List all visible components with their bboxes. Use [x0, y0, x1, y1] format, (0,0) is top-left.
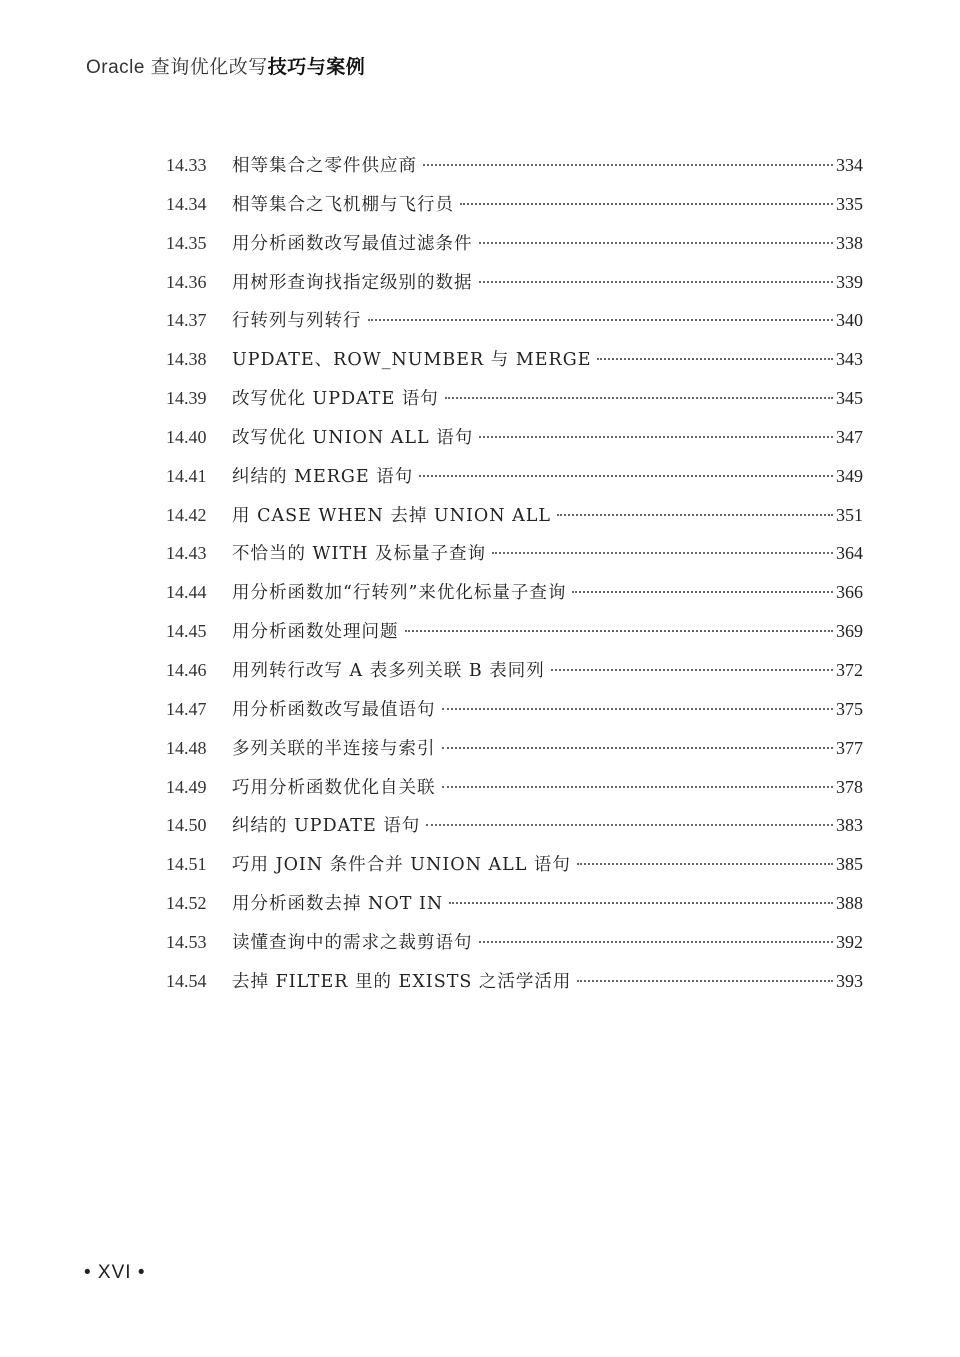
toc-entry-number: 14.52 — [166, 893, 207, 914]
toc-entry[interactable] — [166, 538, 863, 577]
toc-entry-title: 用列转行改写 A 表多列关联 B 表同列 — [232, 660, 545, 681]
toc-entry-title: 用分析函数去掉 NOT IN — [232, 894, 444, 915]
toc-dot-leader — [551, 669, 833, 671]
toc-entry-title: 相等集合之零件供应商 — [232, 156, 417, 176]
toc-entry-page: 372 — [836, 659, 863, 680]
toc-entry-page: 375 — [836, 698, 863, 719]
toc-entry-page: 347 — [836, 426, 863, 447]
toc-entry-title: 纠结的 MERGE 语句 — [232, 466, 414, 487]
toc-entry-number: 14.39 — [166, 388, 207, 409]
toc-dot-leader — [442, 747, 834, 749]
toc-dot-leader — [460, 203, 833, 205]
toc-dot-leader — [492, 552, 833, 554]
toc-entry-number: 14.54 — [166, 970, 207, 991]
toc-dot-leader — [445, 397, 833, 399]
toc-dot-leader — [442, 786, 834, 788]
toc-entry[interactable] — [166, 461, 863, 500]
toc-dot-leader — [479, 941, 834, 943]
toc-entry-title: 用树形查询找指定级别的数据 — [232, 272, 473, 293]
toc-entry-page: 349 — [836, 465, 863, 486]
toc-dot-leader — [577, 980, 833, 982]
toc-entry-page: 393 — [836, 970, 863, 991]
toc-entry-number: 14.53 — [166, 931, 207, 952]
toc-entry-number: 14.35 — [166, 232, 207, 253]
toc-entry-number: 14.49 — [166, 776, 207, 797]
toc-dot-leader — [572, 591, 833, 593]
toc-entry-page: 338 — [836, 232, 863, 253]
toc-entry[interactable] — [166, 577, 863, 616]
toc-dot-leader — [577, 863, 833, 865]
toc-entry[interactable] — [166, 305, 863, 344]
toc-dot-leader — [479, 436, 833, 438]
toc-entry-number: 14.48 — [166, 737, 207, 758]
toc-entry[interactable] — [166, 150, 863, 189]
toc-entry[interactable] — [166, 966, 863, 1005]
toc-entry[interactable] — [166, 267, 863, 306]
toc-entry-number: 14.50 — [166, 815, 207, 836]
toc-entry[interactable] — [166, 383, 863, 422]
toc-entry-page: 351 — [836, 504, 863, 525]
toc-entry[interactable] — [166, 694, 863, 733]
toc-entry-title: 用分析函数处理问题 — [232, 622, 399, 643]
toc-entry-title: 用分析函数加“行转列”来优化标量子查询 — [232, 583, 567, 604]
running-header-title: Oracle 查询优化改写 — [86, 57, 268, 78]
toc-entry-title: 不恰当的 WITH 及标量子查询 — [232, 544, 486, 565]
toc-entry-title: 多列关联的半连接与索引 — [232, 738, 436, 759]
toc-entry-title: 改写优化 UNION ALL 语句 — [232, 427, 474, 448]
toc-entry-title: 巧用分析函数优化自关联 — [232, 777, 436, 798]
toc-entry-number: 14.47 — [166, 698, 207, 719]
toc-entry[interactable] — [166, 344, 863, 383]
toc-entry-page: 335 — [836, 193, 863, 214]
toc-entry-title: 读懂查询中的需求之裁剪语句 — [232, 932, 473, 953]
toc-dot-leader — [597, 358, 833, 360]
toc-entry-number: 14.45 — [166, 621, 207, 642]
toc-entry[interactable] — [166, 888, 863, 927]
toc-entry[interactable] — [166, 733, 863, 772]
toc-entry[interactable] — [166, 500, 863, 539]
toc-dot-leader — [557, 514, 833, 516]
toc-entry[interactable] — [166, 655, 863, 694]
toc-entry-number: 14.36 — [166, 271, 207, 292]
toc-entry-page: 383 — [836, 815, 863, 836]
toc-entry-number: 14.38 — [166, 349, 207, 370]
toc-entry-page: 364 — [836, 543, 863, 564]
toc-entry[interactable] — [166, 422, 863, 461]
toc-entry-title: 行转列与列转行 — [232, 311, 362, 332]
toc-entry-number: 14.41 — [166, 465, 207, 486]
toc-entry-page: 385 — [836, 854, 863, 875]
toc-entry-number: 14.46 — [166, 659, 207, 680]
toc-entry-number: 14.40 — [166, 426, 207, 447]
toc-entry-number: 14.37 — [166, 310, 207, 331]
toc-entry-page: 392 — [836, 931, 863, 952]
toc-entry-title: 用分析函数改写最值过滤条件 — [232, 233, 473, 254]
toc-entry-number: 14.44 — [166, 582, 207, 603]
running-header — [86, 52, 365, 79]
toc-entry[interactable] — [166, 189, 863, 228]
toc-entry-number: 14.51 — [166, 854, 207, 875]
toc-entry-page: 339 — [836, 271, 863, 292]
toc-entry-number: 14.43 — [166, 543, 207, 564]
toc-dot-leader — [419, 475, 833, 477]
toc-entry[interactable] — [166, 616, 863, 655]
page-number: • XVI • — [84, 1262, 146, 1283]
toc-entry[interactable] — [166, 772, 863, 811]
toc-dot-leader — [479, 242, 834, 244]
toc-entry-title: 纠结的 UPDATE 语句 — [232, 816, 421, 837]
toc-entry-number: 14.33 — [166, 155, 207, 175]
toc-dot-leader — [426, 824, 833, 826]
toc-entry-title: 巧用 JOIN 条件合并 UNION ALL 语句 — [232, 855, 571, 876]
toc-dot-leader — [368, 319, 834, 321]
toc-entry-page: 340 — [836, 310, 863, 331]
toc-dot-leader — [449, 902, 833, 904]
toc-entry-title: 用分析函数改写最值语句 — [232, 699, 436, 720]
toc-entry[interactable] — [166, 849, 863, 888]
toc-entry-number: 14.42 — [166, 504, 207, 525]
toc-entry[interactable] — [166, 810, 863, 849]
toc-entry-title: 用 CASE WHEN 去掉 UNION ALL — [232, 505, 551, 526]
toc-entry-title: 相等集合之飞机棚与飞行员 — [232, 194, 454, 215]
toc-dot-leader — [423, 164, 833, 166]
toc-entry-title: 去掉 FILTER 里的 EXISTS 之活学活用 — [232, 971, 572, 992]
toc-entry-page: 334 — [836, 155, 863, 175]
toc-entry-page: 343 — [836, 349, 863, 370]
toc-entry-page: 345 — [836, 388, 863, 409]
toc-entry-title: UPDATE、ROW_NUMBER 与 MERGE — [232, 350, 592, 371]
toc-entry[interactable] — [166, 927, 863, 966]
toc-entry-page: 388 — [836, 893, 863, 914]
toc-entry-number: 14.34 — [166, 193, 207, 214]
toc-dot-leader — [405, 630, 834, 632]
toc-entry-page: 378 — [836, 776, 863, 797]
toc-entry-page: 377 — [836, 737, 863, 758]
table-of-contents — [166, 150, 863, 1005]
toc-dot-leader — [479, 281, 834, 283]
running-header-subtitle: 技巧与案例 — [267, 56, 366, 78]
toc-dot-leader — [442, 708, 834, 710]
toc-entry-page: 366 — [836, 582, 863, 603]
toc-entry-title: 改写优化 UPDATE 语句 — [232, 389, 439, 410]
toc-entry[interactable] — [166, 228, 863, 267]
toc-entry-page: 369 — [836, 621, 863, 642]
